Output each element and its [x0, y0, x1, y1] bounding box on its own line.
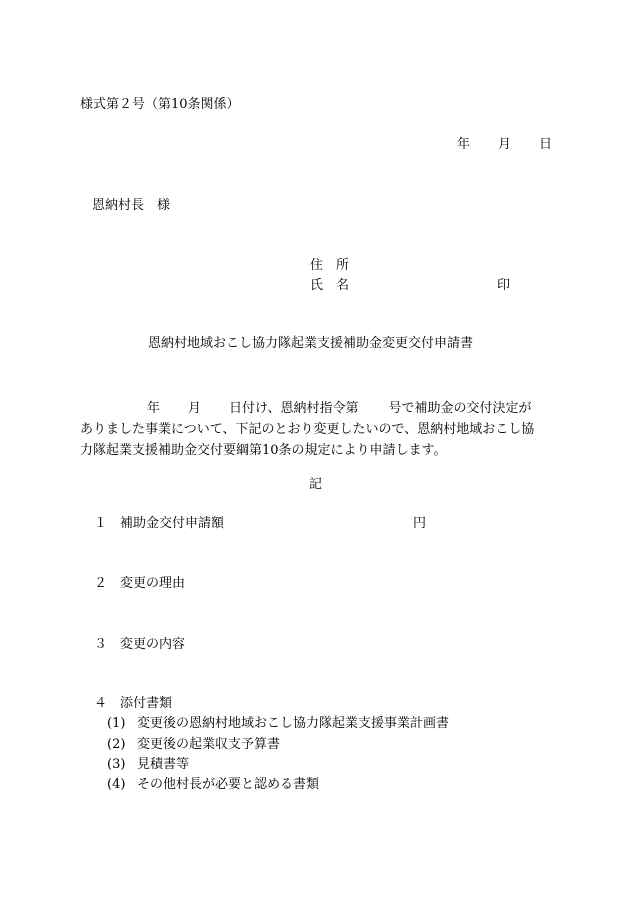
attachment-3	[107, 758, 189, 771]
date-year: 年	[457, 137, 471, 152]
item-4-number: ４	[94, 696, 108, 711]
address-label: 住 所	[310, 258, 350, 273]
body-paragraph	[80, 398, 560, 461]
attachment-4	[107, 778, 319, 791]
item-3	[94, 638, 185, 651]
attachment-4-number: (4)	[107, 777, 126, 792]
item-1-number: １	[94, 516, 108, 531]
item-1-label: 補助金交付申請額	[120, 516, 225, 531]
date-line	[457, 138, 552, 151]
attachment-1-number: (1)	[107, 716, 126, 731]
attachment-2-label: 変更後の起業収支予算書	[137, 737, 281, 752]
date-month: 月	[498, 137, 512, 152]
item-1	[94, 517, 224, 530]
item-2	[94, 577, 185, 590]
body-year: 年	[147, 401, 161, 416]
item-3-number: ３	[94, 637, 108, 652]
item-2-number: ２	[94, 576, 108, 591]
attachment-4-label: その他村長が必要と認める書類	[137, 777, 320, 792]
item-3-label: 変更の内容	[120, 637, 186, 652]
attachment-3-number: (3)	[107, 757, 126, 772]
attachment-2	[107, 738, 280, 751]
item-4	[94, 697, 172, 710]
attachment-1-label: 変更後の恩納村地域おこし協力隊起業支援事業計画書	[137, 716, 450, 731]
name-label: 氏 名	[310, 278, 350, 293]
body-day-suffix: 日付け、恩納村指令第	[229, 401, 359, 416]
date-day: 日	[539, 137, 553, 152]
addressee: 恩納村長 様	[92, 198, 171, 213]
document-title: 恩納村地域おこし協力隊起業支援補助金変更交付申請書	[148, 336, 474, 351]
item-2-label: 変更の理由	[120, 576, 186, 591]
body-line-2: ありました事業について、下記のとおり変更したいので、恩納村地域おこし協	[80, 422, 535, 437]
seal-mark: 印	[497, 278, 511, 293]
form-number: 様式第２号（第10条関係）	[80, 97, 240, 112]
body-month: 月	[188, 401, 202, 416]
item-4-label: 添付書類	[120, 696, 173, 711]
ki-heading: 記	[309, 477, 323, 492]
attachment-2-number: (2)	[107, 737, 126, 752]
body-line-1	[80, 398, 560, 419]
attachment-1	[107, 717, 449, 730]
body-number-suffix: 号で補助金の交付決定が	[388, 401, 532, 416]
attachment-3-label: 見積書等	[137, 757, 190, 772]
item-1-unit: 円	[413, 516, 427, 531]
body-line-3: 力隊起業支援補助金交付要綱第10条の規定により申請します。	[80, 443, 447, 458]
